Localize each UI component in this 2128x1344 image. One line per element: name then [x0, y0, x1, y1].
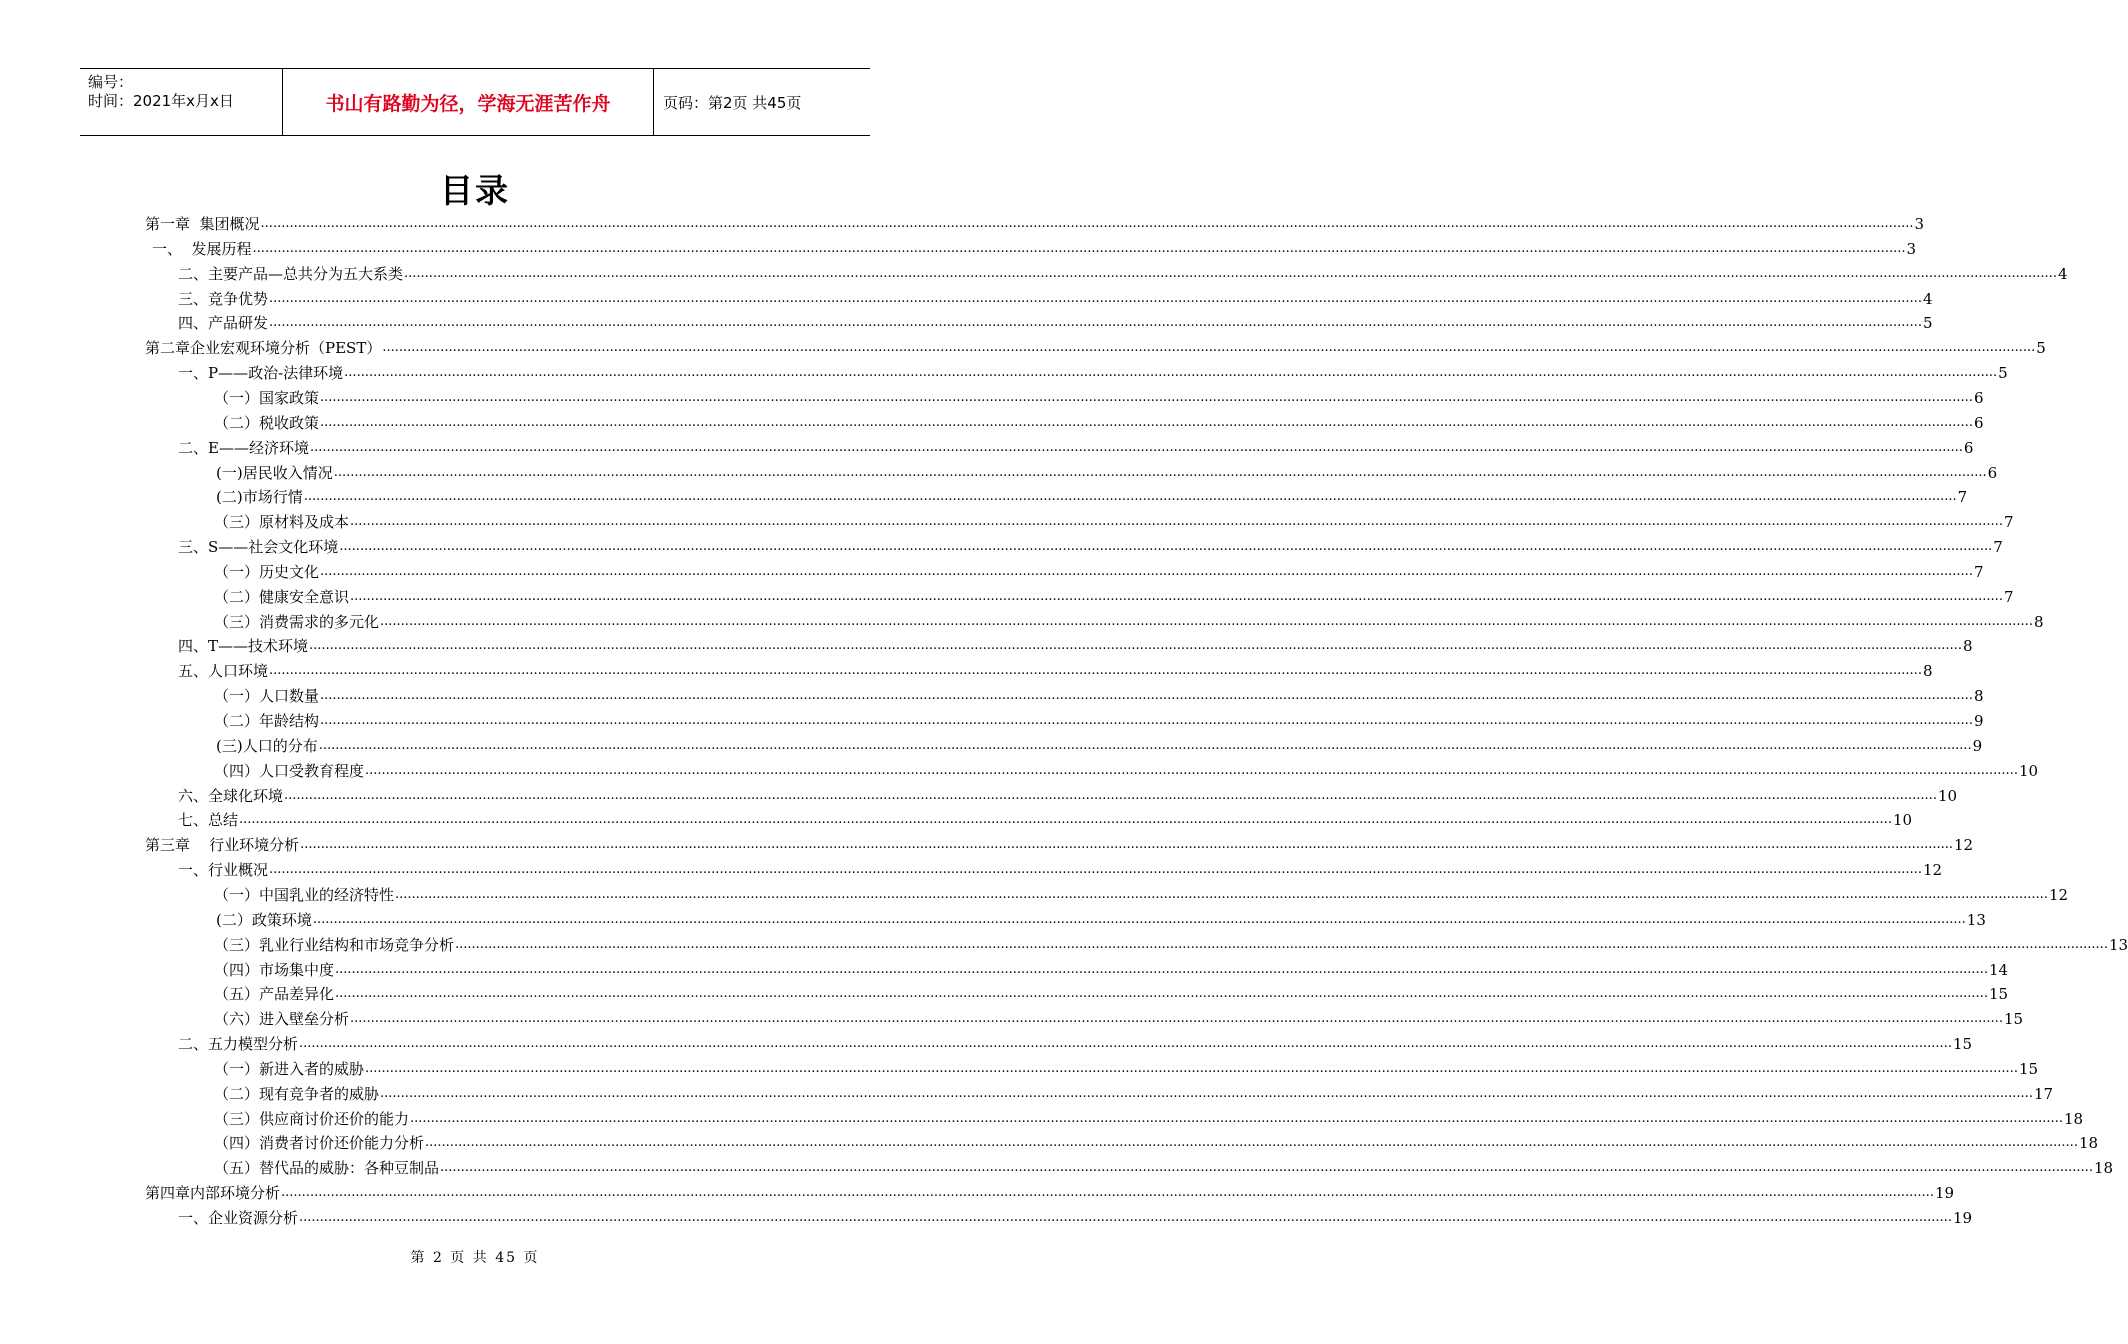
toc-entry[interactable] [214, 979, 2009, 1004]
toc-entry-page: 7 [2003, 587, 2014, 606]
toc-leader-dots: ................................................................................................................................................................................................................................................................................................................................................................................................................ [299, 1036, 1952, 1052]
toc-entry-title: 三、竞争优势 [178, 289, 269, 308]
toc-entry-title: （二）现有竞争者的威胁 [214, 1084, 380, 1103]
toc-entry-page: 15 [1952, 1035, 1973, 1054]
toc-entry-title: （三）供应商讨价还价的能力 [214, 1109, 410, 1128]
toc-leader-dots: ................................................................................................................................................................................................................................................................................................................................................................................................................ [440, 1160, 2093, 1176]
toc-leader-dots: ................................................................................................................................................................................................................................................................................................................................................................................................................ [320, 389, 1973, 405]
toc-leader-dots: ................................................................................................................................................................................................................................................................................................................................................................................................................ [269, 315, 1922, 331]
toc-leader-dots: ................................................................................................................................................................................................................................................................................................................................................................................................................ [344, 365, 1998, 381]
toc-entry-page: 12 [1922, 861, 1943, 880]
toc-leader-dots: ................................................................................................................................................................................................................................................................................................................................................................................................................ [404, 265, 2057, 281]
toc-entry-title: （五）替代品的威胁：各种豆制品 [214, 1159, 440, 1178]
toc-entry-title: 第四章内部环境分析 [145, 1184, 281, 1203]
toc-leader-dots: ................................................................................................................................................................................................................................................................................................................................................................................................................ [309, 638, 1962, 654]
toc-leader-dots: ................................................................................................................................................................................................................................................................................................................................................................................................................ [339, 539, 1993, 555]
toc-leader-dots: ................................................................................................................................................................................................................................................................................................................................................................................................................ [380, 613, 2033, 629]
toc-entry[interactable] [214, 582, 2014, 606]
toc-entry-page: 9 [1972, 736, 1983, 755]
toc-entry-title: 一、行业概况 [178, 861, 269, 880]
toc-entry-title: 七、总结 [178, 811, 239, 830]
toc-entry-title: 第一章 集团概况 [145, 215, 260, 233]
toc-entry[interactable] [178, 284, 1933, 308]
toc-leader-dots: ................................................................................................................................................................................................................................................................................................................................................................................................................ [300, 837, 1954, 853]
toc-entry-title: （四）人口受教育程度 [214, 761, 365, 780]
toc-entry-page: 4 [1922, 289, 1933, 308]
toc-entry-page: 8 [1922, 662, 1933, 681]
toc-leader-dots: ................................................................................................................................................................................................................................................................................................................................................................................................................ [320, 713, 1973, 728]
toc-entry[interactable] [214, 706, 1984, 730]
toc-entry-title: （二）年龄结构 [214, 712, 320, 730]
toc-leader-dots: ................................................................................................................................................................................................................................................................................................................................................................................................................ [320, 563, 1973, 579]
toc-entry-page: 6 [1963, 438, 1974, 457]
toc-leader-dots: ................................................................................................................................................................................................................................................................................................................................................................................................................ [425, 1135, 2078, 1151]
toc-entry[interactable] [178, 631, 1973, 656]
toc-entry-title: 第二章企业宏观环境分析（PEST） [145, 339, 382, 358]
toc-entry-page: 5 [1998, 364, 2008, 383]
toc-entry-title: 一、 发展历程 [152, 239, 252, 258]
toc-entry[interactable] [145, 830, 1974, 855]
toc-leader-dots: ................................................................................................................................................................................................................................................................................................................................................................................................................ [252, 240, 1906, 256]
toc-entry[interactable] [216, 905, 1986, 929]
toc-entry[interactable] [178, 855, 1943, 880]
toc-leader-dots: ................................................................................................................................................................................................................................................................................................................................................................................................................ [365, 1060, 2018, 1076]
toc-entry-page: 6 [1973, 388, 1984, 407]
toc-leader-dots: ................................................................................................................................................................................................................................................................................................................................................................................................................ [299, 1210, 1952, 1225]
toc-leader-dots: ................................................................................................................................................................................................................................................................................................................................................................................................................ [320, 414, 1973, 430]
toc-entry[interactable] [214, 1004, 2024, 1029]
toc-entry-page: 5 [2036, 339, 2046, 358]
toc-entry-page: 12 [2048, 885, 2069, 904]
toc-entry[interactable] [216, 482, 1968, 507]
toc-entry-title: 三、S——社会文化环境 [178, 538, 339, 557]
toc-leader-dots: ................................................................................................................................................................................................................................................................................................................................................................................................................ [335, 961, 1988, 977]
toc-entry-page: 3 [1914, 215, 1925, 233]
toc-entry-page: 8 [1973, 687, 1984, 706]
toc-entry[interactable] [214, 1128, 2099, 1153]
toc-entry[interactable] [214, 1104, 2084, 1128]
toc-entry-page: 10 [1892, 811, 1913, 830]
toc-entry[interactable] [214, 681, 1984, 706]
toc-entry-title: （二）健康安全意识 [214, 587, 350, 606]
toc-entry-title: 第三章 行业环境分析 [145, 836, 300, 855]
toc-entry[interactable] [178, 259, 2068, 283]
toc-leader-dots: ................................................................................................................................................................................................................................................................................................................................................................................................................ [269, 290, 1922, 306]
toc-leader-dots: ................................................................................................................................................................................................................................................................................................................................................................................................................ [382, 340, 2036, 356]
toc-entry[interactable] [152, 234, 1917, 258]
header-meta [80, 69, 282, 135]
toc-entry-page: 6 [1973, 413, 1984, 432]
toc-entry-title: (二)市场行情 [216, 488, 303, 507]
toc-leader-dots: ................................................................................................................................................................................................................................................................................................................................................................................................................ [410, 1110, 2063, 1126]
toc-entry-page: 17 [2033, 1084, 2054, 1103]
toc-entry-title: 二、E——经济环境 [178, 438, 309, 457]
toc-entry[interactable] [214, 607, 2044, 631]
page-header [80, 68, 870, 136]
toc-entry-page: 12 [1954, 836, 1974, 855]
toc-entry-page: 15 [2003, 1010, 2024, 1029]
toc-leader-dots: ................................................................................................................................................................................................................................................................................................................................................................................................................ [284, 787, 1937, 803]
toc-entry-title: (一)居民收入情况 [216, 463, 333, 482]
toc-leader-dots: ................................................................................................................................................................................................................................................................................................................................................................................................................ [312, 911, 1966, 927]
toc-entry[interactable] [178, 532, 2003, 557]
toc-entry-page: 7 [1973, 562, 1984, 581]
toc-entry-page: 3 [1906, 239, 1917, 258]
toc-leader-dots: ................................................................................................................................................................................................................................................................................................................................................................................................................ [239, 812, 1892, 828]
toc-entry-page: 19 [1952, 1209, 1973, 1227]
toc-entry-title: （二）税收政策 [214, 413, 320, 432]
toc-entry-page: 15 [1988, 985, 2009, 1004]
toc-entry[interactable] [214, 756, 2039, 780]
toc-entry-title: （一）人口数量 [214, 687, 320, 706]
toc-entry[interactable] [178, 781, 1958, 805]
toc-entry-title: 一、企业资源分析 [178, 1209, 299, 1227]
toc-entry-title: 五、人口环境 [178, 662, 269, 681]
toc-leader-dots: ................................................................................................................................................................................................................................................................................................................................................................................................................ [303, 489, 1957, 505]
toc-entry-page: 4 [2057, 264, 2068, 283]
toc-entry[interactable] [178, 1203, 1973, 1227]
toc-entry[interactable] [214, 383, 1984, 407]
toc-leader-dots: ................................................................................................................................................................................................................................................................................................................................................................................................................ [350, 588, 2003, 604]
toc-entry-title: （四）消费者讨价还价能力分析 [214, 1134, 425, 1153]
toc-entry[interactable] [178, 433, 1974, 457]
toc-entry-page: 8 [2033, 612, 2044, 631]
toc-leader-dots: ................................................................................................................................................................................................................................................................................................................................................................................................................ [260, 216, 1914, 231]
toc-entry-page: 7 [1993, 538, 2003, 557]
toc-entry[interactable] [145, 209, 1925, 233]
toc-entry[interactable] [214, 880, 2069, 904]
toc-entry[interactable] [145, 1178, 1955, 1203]
toc-entry[interactable] [178, 805, 1913, 830]
toc-leader-dots: ................................................................................................................................................................................................................................................................................................................................................................................................................ [350, 514, 2003, 530]
toc-entry[interactable] [178, 1029, 1973, 1054]
toc-entry-page: 8 [1962, 637, 1973, 656]
toc-entry-title: (三)人口的分布 [216, 736, 318, 755]
toc-leader-dots: ................................................................................................................................................................................................................................................................................................................................................................................................................ [320, 688, 1973, 704]
toc-leader-dots: ................................................................................................................................................................................................................................................................................................................................................................................................................ [395, 886, 2048, 902]
toc-entry-title: （一）中国乳业的经济特性 [214, 885, 395, 904]
toc-entry[interactable] [178, 656, 1933, 681]
toc-leader-dots: ................................................................................................................................................................................................................................................................................................................................................................................................................ [333, 464, 1987, 480]
toc-entry-page: 15 [2018, 1059, 2039, 1078]
toc-entry-page: 14 [1988, 960, 2009, 979]
toc-entry-title: （五）产品差异化 [214, 985, 335, 1004]
toc-entry-title: 四、产品研发 [178, 314, 269, 333]
toc-entry-title: 六、全球化环境 [178, 786, 284, 805]
toc-entry-page: 18 [2078, 1134, 2099, 1153]
toc-entry-title: 一、P——政治-法律环境 [178, 364, 344, 383]
toc-entry-title: （一）新进入者的威胁 [214, 1059, 365, 1078]
toc-entry-title: 四、T——技术环境 [178, 637, 309, 656]
toc-entry-page: 9 [1973, 712, 1984, 730]
toc-entry-title: （四）市场集中度 [214, 960, 335, 979]
toc-leader-dots: ................................................................................................................................................................................................................................................................................................................................................................................................................ [455, 936, 2108, 952]
header-number-label: 编号： [88, 73, 134, 91]
toc-entry[interactable] [214, 1079, 2054, 1103]
toc-leader-dots: ................................................................................................................................................................................................................................................................................................................................................................................................................ [309, 439, 1963, 455]
toc-leader-dots: ................................................................................................................................................................................................................................................................................................................................................................................................................ [380, 1085, 2033, 1101]
toc-entry[interactable] [214, 557, 1984, 581]
toc-entry-page: 13 [2108, 935, 2128, 954]
toc-entry-page: 18 [2063, 1109, 2084, 1128]
toc-entry[interactable] [214, 955, 2009, 979]
toc-entry-title: （三）原材料及成本 [214, 513, 350, 532]
toc-entry-title: 二、五力模型分析 [178, 1035, 299, 1054]
toc-entry-page: 13 [1966, 910, 1986, 929]
toc-entry[interactable] [214, 930, 2128, 954]
toc-entry-page: 7 [1957, 488, 1968, 507]
toc-leader-dots: ................................................................................................................................................................................................................................................................................................................................................................................................................ [269, 862, 1922, 878]
toc-entry-page: 10 [1937, 786, 1958, 805]
header-motto: 书山有路勤为径，学海无涯苦作舟 [282, 69, 654, 135]
toc-entry[interactable] [178, 358, 2008, 383]
page-title: 目录 [440, 171, 510, 210]
toc-entry[interactable] [214, 1153, 2114, 1178]
toc-leader-dots: ................................................................................................................................................................................................................................................................................................................................................................................................................ [365, 762, 2018, 778]
header-time: 时间：2021年x月x日 [88, 92, 234, 110]
toc-entry[interactable] [214, 1054, 2039, 1078]
toc-entry-title: （三）消费需求的多元化 [214, 612, 380, 631]
toc-leader-dots: ................................................................................................................................................................................................................................................................................................................................................................................................................ [269, 663, 1922, 679]
toc-leader-dots: ................................................................................................................................................................................................................................................................................................................................................................................................................ [335, 986, 1988, 1002]
toc-entry-page: 10 [2018, 761, 2039, 780]
toc-entry-title: 二、主要产品—总共分为五大系类 [178, 264, 404, 283]
toc-entry-title: （六）进入壁垒分析 [214, 1010, 350, 1029]
toc-entry-page: 18 [2093, 1159, 2114, 1178]
page-footer: 第 2 页 共 45 页 [410, 1250, 540, 1266]
toc-entry-page: 7 [2003, 513, 2014, 532]
toc-entry-page: 19 [1934, 1184, 1955, 1203]
toc-leader-dots: ................................................................................................................................................................................................................................................................................................................................................................................................................ [350, 1011, 2003, 1027]
toc-entry[interactable] [214, 408, 1984, 432]
toc-entry-page: 5 [1922, 314, 1933, 333]
toc-entry-title: （一）国家政策 [214, 388, 320, 407]
toc-entry[interactable] [178, 308, 1933, 333]
toc-leader-dots: ................................................................................................................................................................................................................................................................................................................................................................................................................ [281, 1185, 1934, 1201]
toc-entry-page: 6 [1987, 463, 1998, 482]
toc-entry[interactable] [216, 458, 1998, 482]
header-page-info: 页码：第2页 共45页 [663, 93, 802, 112]
toc-entry[interactable] [214, 507, 2014, 532]
toc-entry-title: （三）乳业行业结构和市场竞争分析 [214, 935, 455, 954]
toc-entry[interactable] [145, 333, 2046, 358]
toc-leader-dots: ................................................................................................................................................................................................................................................................................................................................................................................................................ [318, 737, 1972, 753]
toc-entry-title: （一）历史文化 [214, 562, 320, 581]
toc-entry[interactable] [216, 731, 1983, 755]
toc-entry-title: (二）政策环境 [216, 910, 312, 929]
